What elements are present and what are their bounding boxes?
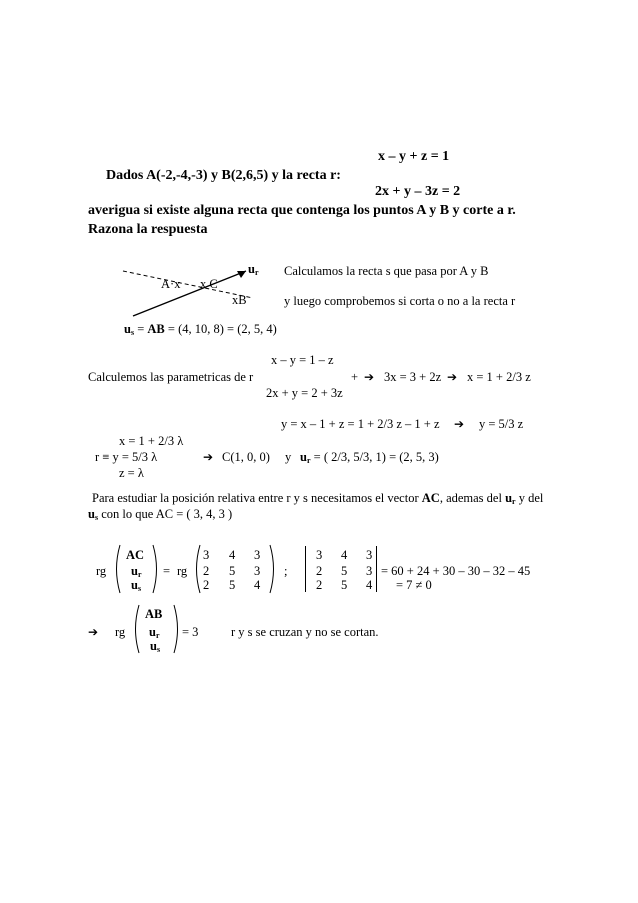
matrix-cell: 3 [203,548,210,562]
matrix-cell: 2 [203,564,210,578]
arrow-icon: ➔ [88,625,99,639]
param-plus: + [351,370,359,384]
param-y-expression: y = x – 1 + z = 1 + 2/3 z – 1 + z [281,417,440,431]
right-paren-icon [268,544,278,594]
left-paren-icon [112,544,122,594]
right-paren-icon [151,544,161,594]
det-cell: 3 [366,564,373,578]
conclusion-equals: = 3 [182,625,199,639]
sketch-diagram [115,262,265,322]
sketch-note-2: y luego comprobemos si corta o no a la recta r [284,294,516,308]
det-result: = 7 ≠ 0 [396,578,432,592]
matrix-cell: 3 [254,564,261,578]
matrix-cell: 4 [254,578,261,592]
det-right-bar [376,546,377,592]
matrix-cell: 3 [254,548,261,562]
matrix-cell: 2 [203,578,210,592]
matrix-cell: 5 [229,578,236,592]
right-paren-icon [172,604,182,654]
conclusion-rg-label: rg [115,625,126,639]
sketch-note-1: Calculamos la recta s que pasa por A y B [284,264,489,278]
rank-semicolon: ; [284,564,288,578]
sketch-point-a: A·x [161,277,181,291]
conclusion-row-ur: $u_r$ [149,625,160,640]
rank-equals: = [163,564,171,578]
rank-row-us: $u_s$ [131,578,142,593]
param-y-result: y = 5/3 z [479,417,524,431]
det-cell: 5 [341,578,348,592]
det-cell: 3 [366,548,373,562]
det-cell: 2 [316,564,323,578]
question-line-2: Razona la respuesta [88,222,208,237]
param-step-1: 3x = 3 + 2z [384,370,442,384]
matrix-cell: 4 [229,548,236,562]
det-expression: = 60 + 24 + 30 – 30 – 32 – 45 [381,564,531,578]
conclusion-text: r y s se cruzan y no se cortan. [231,625,379,639]
intro-statement: Dados A(-2,-4,-3) y B(2,6,5) y la recta r: [106,168,341,183]
param-system-bottom: 2x + y = 2 + 3z [266,386,343,400]
param-system-top: x – y = 1 – z [271,353,334,367]
arrow-icon: ➔ [447,370,458,384]
arrow-icon: ➔ [203,450,214,464]
r-param-x: x = 1 + 2/3 λ [119,434,184,448]
system-equation-1: x – y + z = 1 [378,149,450,164]
left-paren-icon [192,544,202,594]
sketch-ur-label: $u_r$ [248,262,259,277]
det-cell: 4 [341,548,348,562]
rank-rg-label: rg [96,564,107,578]
study-line-2: $u_s$ con lo que AC = ( 3, 4, 3 ) [88,507,233,522]
r-and: y [285,450,292,464]
arrow-icon: ➔ [364,370,375,384]
conclusion-row-us: $u_s$ [150,639,161,654]
det-cell: 3 [316,548,323,562]
question-line-1: averigua si existe alguna recta que contenga los puntos A y B y corte a r. [88,203,516,218]
det-left-bar [305,546,306,592]
us-vector-line: $u_s$ = AB = (4, 10, 8) = (2, 5, 4) [124,322,277,337]
conclusion-row-ab: AB [145,607,163,621]
matrix-cell: 5 [229,564,236,578]
sketch-point-c: x C [200,277,218,291]
param-label: Calculemos las parametricas de r [88,370,254,384]
r-direction-vector: $u_r$ = ( 2/3, 5/3, 1) = (2, 5, 3) [300,450,439,465]
r-param-y: r ≡ y = 5/3 λ [95,450,158,464]
det-cell: 2 [316,578,323,592]
arrow-icon: ➔ [454,417,465,431]
rank-row-ur: $u_r$ [131,564,142,579]
system-equation-2: 2x + y – 3z = 2 [375,184,461,199]
r-param-z: z = λ [119,466,144,480]
param-step-2: x = 1 + 2/3 z [467,370,531,384]
rank-rg-label-2: rg [177,564,188,578]
r-point-c: C(1, 0, 0) [222,450,270,464]
det-cell: 5 [341,564,348,578]
study-line-1: Para estudiar la posición relativa entre r y s necesitamos el vector AC, ademas del $u_r$ y del [92,491,544,506]
rank-row-ac: AC [126,548,145,562]
sketch-point-b: xB [232,293,247,307]
left-paren-icon [131,604,141,654]
det-cell: 4 [366,578,373,592]
